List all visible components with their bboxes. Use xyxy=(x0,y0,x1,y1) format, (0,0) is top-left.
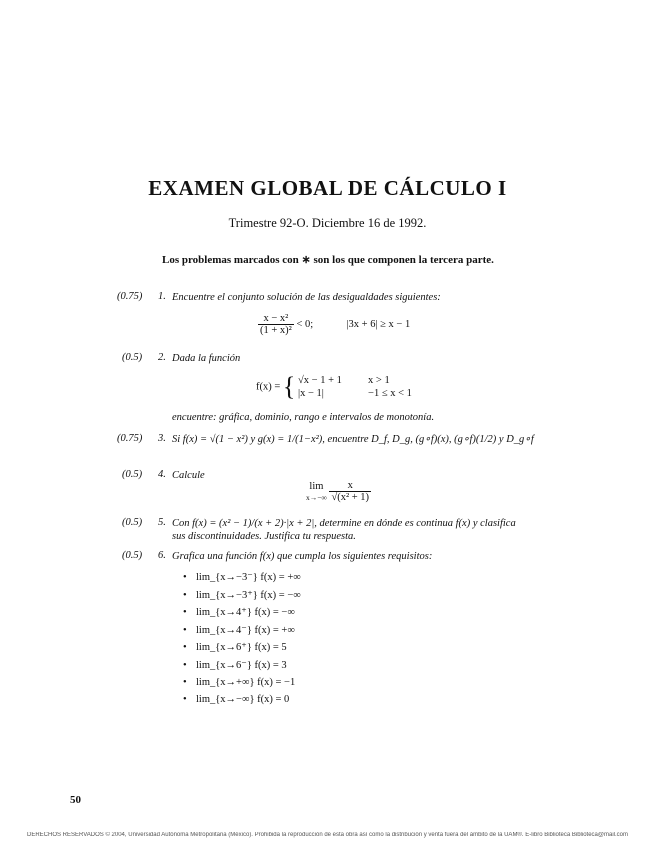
case-2-expression: |x − 1| xyxy=(298,388,324,399)
problem-4-denominator: √(x² + 1) xyxy=(331,492,370,503)
problem-1-fraction xyxy=(258,313,294,336)
problem-5-text: Con f(x) = (x² − 1)/(x + 2)·|x + 2|, determine en dónde es continua f(x) y clasifica sus discontinuidades. Justifica tu respuesta. xyxy=(172,518,516,542)
problem-2-math xyxy=(256,374,412,400)
problem-6-text: Grafica una función f(x) que cumpla los siguientes requisitos: xyxy=(172,551,433,562)
problem-2-lhs: f(x) = xyxy=(256,381,281,393)
case-1-expression: √x − 1 + 1 xyxy=(298,375,342,386)
bullet-icon: • xyxy=(183,659,187,671)
case-1-condition: x > 1 xyxy=(368,375,390,386)
problem-3-points: (0.75) xyxy=(117,433,143,444)
intro-text: Los problemas marcados con ∗ son los que componen la tercera parte. xyxy=(162,254,494,266)
list-item: • lim_{x→−3⁻} f(x) = +∞ xyxy=(183,572,301,583)
page-title: EXAMEN GLOBAL DE CÁLCULO I xyxy=(148,176,507,200)
problem-1-numerator: x − x² xyxy=(258,313,294,325)
problem-1-denominator: (1 + x)² xyxy=(260,325,292,336)
problem-4-number: 4. xyxy=(158,469,166,480)
bullet-icon: • xyxy=(183,572,187,583)
left-brace-icon: { xyxy=(282,372,296,401)
problem-2-points: (0.5) xyxy=(122,352,143,363)
problem-4-fraction xyxy=(329,480,371,503)
problem-3-text: Si f(x) = √(1 − x²) y g(x) = 1/(1−x²), encuentre D_f, D_g, (g∘f)(x), (g∘f)(1/2) y D_g∘f xyxy=(172,434,534,445)
problem-4-text: Calcule xyxy=(172,470,205,481)
problem-2-text: Dada la función xyxy=(172,353,241,364)
requirements-list xyxy=(183,571,301,712)
limit-operator: lim x→−∞ xyxy=(306,480,327,502)
copyright-footer: DERECHOS RESERVADOS © 2004, Universidad Autónoma Metropolitana (México). Prohibida la reproducción de esta obra así como la distribución y venta fuera del ámbito de la UAM®. E-libro Biblioteca Biblioteca@mail.com xyxy=(27,832,628,838)
list-item: • lim_{x→+∞} f(x) = −1 xyxy=(183,676,296,688)
problem-1-text: Encuentre el conjunto solución de las desigualdades siguientes: xyxy=(172,292,441,303)
bullet-icon: • xyxy=(183,676,187,688)
list-item: • lim_{x→−∞} f(x) = 0 xyxy=(183,694,290,706)
page-number: 50 xyxy=(70,794,81,806)
list-item: • lim_{x→6⁻} f(x) = 3 xyxy=(183,659,287,671)
problem-4-numerator: x xyxy=(329,480,371,492)
problem-6-points: (0.5) xyxy=(122,550,143,561)
problem-2-number: 2. xyxy=(158,352,166,363)
problem-1-math xyxy=(258,313,410,336)
limit-subscript: x→−∞ xyxy=(306,492,327,502)
problem-5-points: (0.5) xyxy=(122,517,143,528)
bullet-icon: • xyxy=(183,642,187,654)
problem-4-math xyxy=(306,480,371,503)
page-subtitle: Trimestre 92-O. Diciembre 16 de 1992. xyxy=(228,216,427,230)
problem-1-second-inequality: |3x + 6| ≥ x − 1 xyxy=(346,318,411,330)
problem-3-number: 3. xyxy=(158,433,166,444)
bullet-icon: • xyxy=(183,694,187,706)
list-item: • lim_{x→−3⁺} f(x) = −∞ xyxy=(183,589,301,601)
problem-2-cases xyxy=(298,374,412,400)
problem-4-points: (0.5) xyxy=(122,469,143,480)
problem-1-number: 1. xyxy=(158,291,166,302)
problem-2-after-text: encuentre: gráfica, dominio, rango e intervalos de monotonía. xyxy=(172,412,435,423)
bullet-icon: • xyxy=(183,624,187,636)
case-2-condition: −1 ≤ x < 1 xyxy=(368,388,412,399)
bullet-icon: • xyxy=(183,607,187,619)
problem-1-points: (0.75) xyxy=(117,291,143,302)
bullet-icon: • xyxy=(183,589,187,601)
list-item: • lim_{x→6⁺} f(x) = 5 xyxy=(183,642,287,654)
problem-5-number: 5. xyxy=(158,517,166,528)
problem-1-relation: < 0; xyxy=(296,318,314,330)
list-item: • lim_{x→4⁻} f(x) = +∞ xyxy=(183,624,295,636)
list-item: • lim_{x→4⁺} f(x) = −∞ xyxy=(183,607,295,619)
problem-6-number: 6. xyxy=(158,550,166,561)
